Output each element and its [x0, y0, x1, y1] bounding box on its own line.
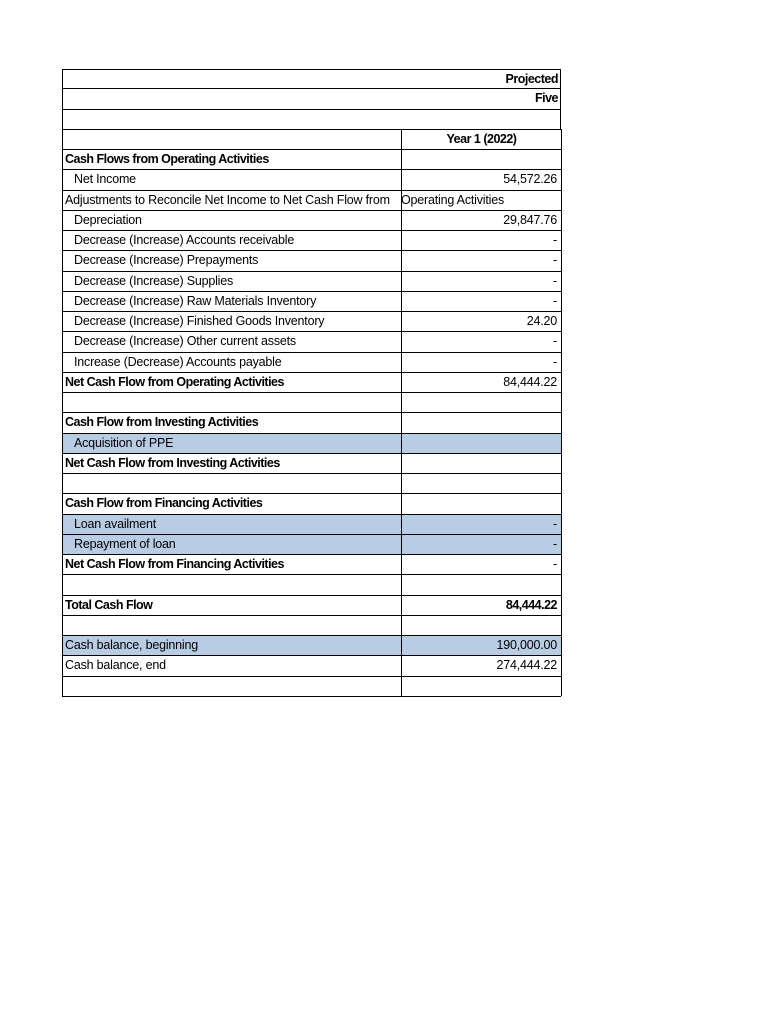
ar-label: Decrease (Increase) Accounts receivable: [74, 233, 295, 247]
other-current-assets-label: Decrease (Increase) Other current assets: [74, 334, 296, 349]
spacer-row: [62, 575, 561, 595]
net-investing-label: Net Cash Flow from Investing Activities: [65, 455, 280, 470]
title-five: Five: [534, 91, 558, 106]
table-row: [62, 373, 561, 393]
table-row: [62, 555, 561, 575]
investing-heading: Cash Flow from Investing Activities: [65, 415, 259, 430]
total-cash-flow-label: Total Cash Flow: [65, 597, 153, 612]
column-header-row: [62, 130, 561, 150]
spacer-row: [62, 474, 561, 494]
operating-heading-row: [62, 150, 561, 170]
title-projected: Projected: [505, 72, 558, 86]
net-financing-label: Net Cash Flow from Financing Activities: [65, 557, 284, 571]
table-row: [62, 211, 561, 231]
net-operating-value: 84,444.22: [401, 372, 562, 392]
table-row: [62, 515, 561, 535]
table-row: [62, 251, 561, 271]
table-row: [62, 312, 561, 332]
table-row: [62, 535, 561, 555]
net-investing-value: [401, 453, 562, 473]
net-operating-label: Net Cash Flow from Operating Activities: [65, 374, 284, 389]
adjustments-row: [62, 191, 561, 211]
loan-availment-value: -: [401, 514, 562, 534]
financing-heading-row: [62, 494, 561, 514]
finished-goods-label: Decrease (Increase) Finished Goods Inventory: [74, 314, 325, 328]
financing-heading: Cash Flow from Financing Activities: [65, 496, 263, 511]
table-row: [62, 656, 561, 676]
depreciation-label: Depreciation: [74, 212, 142, 227]
cash-end-value: 274,444.22: [401, 655, 562, 675]
spacer-row: [62, 616, 561, 636]
blank-row: [62, 110, 561, 130]
cash-begin-label: Cash balance, beginning: [65, 638, 199, 652]
ppe-label: Acquisition of PPE: [74, 435, 174, 450]
net-income-label: Net Income: [74, 172, 136, 187]
title-row-1: [62, 69, 561, 89]
ppe-value: [401, 433, 562, 453]
repayment-value: -: [401, 534, 562, 554]
finished-goods-value: 24.20: [401, 311, 562, 331]
accounts-payable-label: Increase (Decrease) Accounts payable: [74, 354, 282, 369]
table-row: [62, 292, 561, 312]
other-current-assets-value: -: [401, 331, 562, 351]
repayment-label: Repayment of loan: [74, 536, 176, 551]
spacer-row: [62, 393, 561, 413]
table-row: [62, 353, 561, 373]
table-row: [62, 231, 561, 251]
net-income-value: 54,572.26: [401, 169, 562, 189]
supplies-value: -: [401, 271, 562, 291]
table-row: [62, 596, 561, 616]
operating-heading: Cash Flows from Operating Activities: [65, 152, 269, 166]
column-year-header: Year 1 (2022): [401, 129, 562, 149]
cash-flow-sheet: [62, 69, 561, 697]
table-row: [62, 272, 561, 292]
spacer-row: [62, 677, 561, 697]
ar-value: -: [401, 230, 562, 250]
cash-end-label: Cash balance, end: [65, 658, 166, 673]
cash-begin-value: 190,000.00: [401, 635, 562, 655]
title-row-2: [62, 89, 561, 109]
table-row: [62, 454, 561, 474]
net-financing-value: -: [401, 554, 562, 574]
table-row: [62, 434, 561, 454]
table-row: [62, 636, 561, 656]
adjustments-label: Adjustments to Reconcile Net Income to Net Cash Flow from: [65, 192, 390, 207]
adjustments-label-tail: Operating Activities: [401, 192, 504, 207]
investing-heading-row: [62, 413, 561, 433]
accounts-payable-value: -: [401, 352, 562, 372]
prepayments-value: -: [401, 250, 562, 270]
table-row: [62, 332, 561, 352]
loan-availment-label: Loan availment: [74, 516, 156, 531]
raw-materials-value: -: [401, 291, 562, 311]
supplies-label: Decrease (Increase) Supplies: [74, 273, 234, 288]
prepayments-label: Decrease (Increase) Prepayments: [74, 253, 259, 268]
table-row: [62, 170, 561, 190]
total-cash-flow-value: 84,444.22: [401, 595, 562, 615]
raw-materials-label: Decrease (Increase) Raw Materials Inventory: [74, 293, 317, 308]
depreciation-value: 29,847.76: [401, 210, 562, 230]
